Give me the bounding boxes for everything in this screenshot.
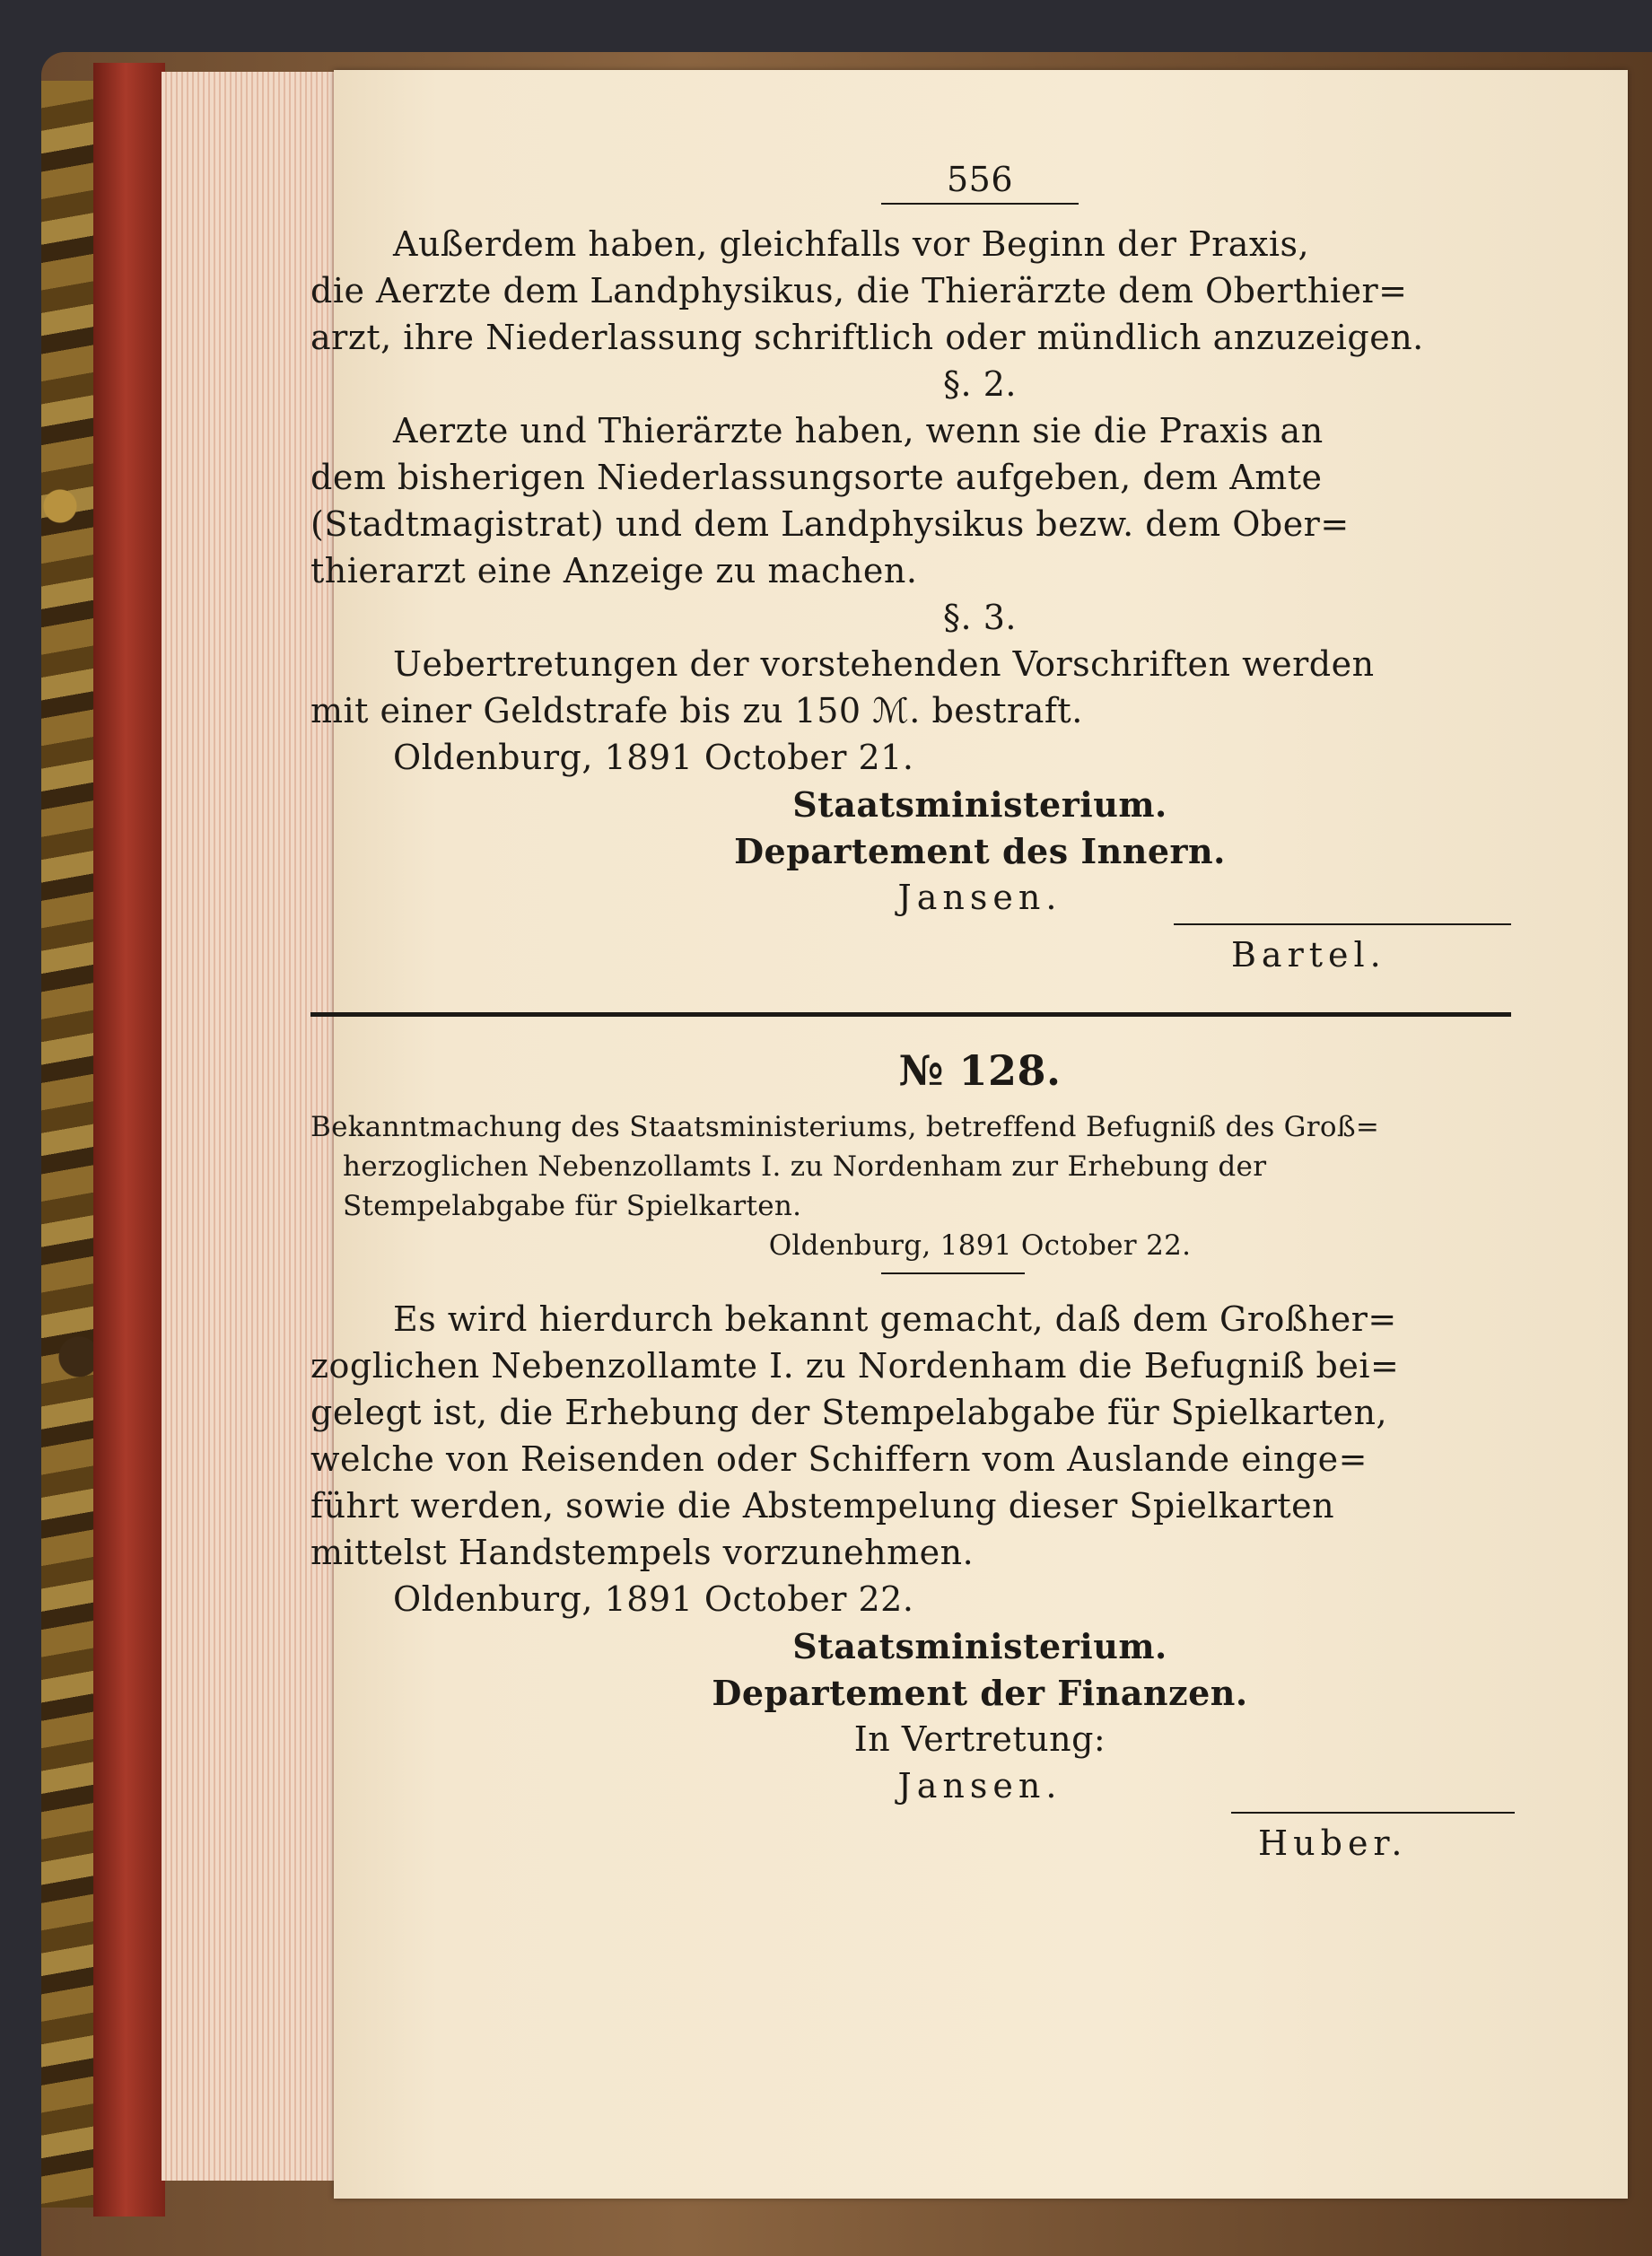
- s2-title-date: Oldenburg, 1891 October 22.: [768, 1229, 1192, 1262]
- s1-para2-heading: §. 2.: [943, 364, 1017, 404]
- s1-para2-line-4: thierarzt eine Anzeige zu machen.: [310, 551, 918, 590]
- s2-body-line-2: zoglichen Nebenzollamte I. zu Nordenham die Befugniß bei=: [310, 1346, 1400, 1386]
- s2-title-line-3: Stempelabgabe für Spielkarten.: [343, 1190, 802, 1222]
- s1-para3-heading: §. 3.: [943, 598, 1017, 637]
- s1-line-1: Außerdem haben, gleichfalls vor Beginn der Praxis,: [393, 224, 1310, 264]
- s1-signature-rule: [1174, 923, 1511, 925]
- s1-signatory: Jansen.: [897, 878, 1062, 917]
- s1-para3-line-2: mit einer Geldstrafe bis zu 150 ℳ. bestraft.: [310, 691, 1083, 730]
- s2-department: Departement der Finanzen.: [712, 1673, 1248, 1713]
- s1-date: Oldenburg, 1891 October 21.: [393, 738, 914, 777]
- s2-ministry: Staatsministerium.: [792, 1626, 1167, 1666]
- book-page: [310, 70, 1628, 2199]
- s1-countersign: Bartel.: [1231, 935, 1386, 975]
- s2-body-line-5: führt werden, sowie die Abstempelung dieser Spielkarten: [310, 1486, 1335, 1526]
- s1-line-2: die Aerzte dem Landphysikus, die Thierärzte dem Oberthier=: [310, 271, 1408, 310]
- s1-para2-line-3: (Stadtmagistrat) und dem Landphysikus bezw. dem Ober=: [310, 504, 1350, 544]
- s2-signatory: Jansen.: [897, 1766, 1062, 1806]
- s2-signature-rule: [1231, 1812, 1515, 1814]
- s2-deputy: In Vertretung:: [853, 1719, 1106, 1759]
- page-number-rule: [881, 203, 1079, 205]
- s2-countersign: Huber.: [1258, 1823, 1408, 1863]
- section-divider: [310, 1012, 1511, 1017]
- s2-title-rule: [881, 1272, 1025, 1274]
- s2-body-line-4: welche von Reisenden oder Schiffern vom Auslande einge=: [310, 1439, 1368, 1479]
- s1-para2-line-1: Aerzte und Thierärzte haben, wenn sie die Praxis an: [393, 411, 1324, 450]
- s2-title-line-2: herzoglichen Nebenzollamts I. zu Nordenham zur Erhebung der: [343, 1150, 1267, 1183]
- s2-body-line-1: Es wird hierdurch bekannt gemacht, daß dem Großher=: [393, 1299, 1397, 1339]
- s1-ministry: Staatsministerium.: [792, 784, 1167, 825]
- s2-number: № 128.: [898, 1046, 1062, 1095]
- red-page-edge: [93, 63, 165, 2217]
- s2-title-line-1: Bekanntmachung des Staatsministeriums, betreffend Befugniß des Groß=: [310, 1111, 1380, 1143]
- s2-date: Oldenburg, 1891 October 22.: [393, 1579, 914, 1619]
- s1-line-3: arzt, ihre Niederlassung schriftlich oder mündlich anzuzeigen.: [310, 318, 1424, 357]
- s1-department: Departement des Innern.: [734, 831, 1226, 871]
- page-number: 556: [946, 160, 1014, 199]
- s2-body-line-3: gelegt ist, die Erhebung der Stempelabgabe für Spielkarten,: [310, 1393, 1388, 1432]
- s1-para2-line-2: dem bisherigen Niederlassungsorte aufgeben, dem Amte: [310, 458, 1323, 497]
- s1-para3-line-1: Uebertretungen der vorstehenden Vorschriften werden: [393, 644, 1375, 684]
- s2-body-line-6: mittelst Handstempels vorzunehmen.: [310, 1533, 975, 1572]
